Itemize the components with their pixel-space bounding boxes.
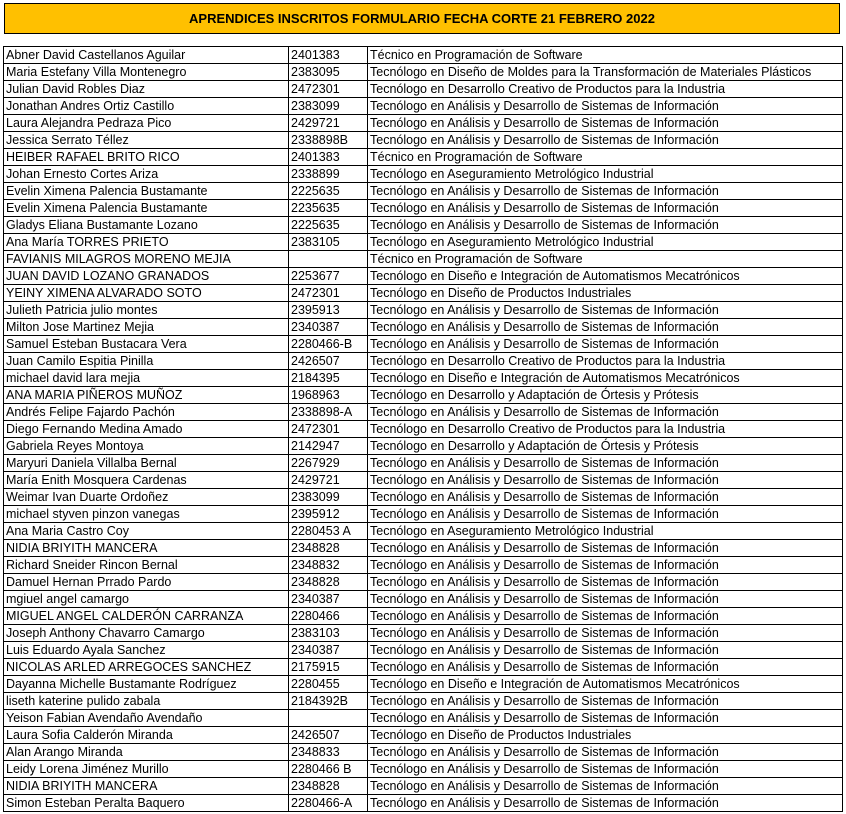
code-cell[interactable]: 2348828 [289,574,368,591]
name-cell[interactable]: JUAN DAVID LOZANO GRANADOS [4,268,289,285]
name-cell[interactable]: YEINY XIMENA ALVARADO SOTO [4,285,289,302]
code-cell[interactable]: 2401383 [289,149,368,166]
table-row [4,149,843,166]
code-cell[interactable]: 2348828 [289,778,368,795]
program-cell[interactable]: Tecnólogo en Aseguramiento Metrológico Industrial [368,523,843,540]
table-row [4,302,843,319]
code-cell[interactable]: 2348828 [289,540,368,557]
name-cell[interactable]: Diego Fernando Medina Amado [4,421,289,438]
program-cell[interactable]: Tecnólogo en Análisis y Desarrollo de Sistemas de Información [368,472,843,489]
program-cell[interactable]: Tecnólogo en Análisis y Desarrollo de Sistemas de Información [368,659,843,676]
program-cell[interactable]: Tecnólogo en Análisis y Desarrollo de Sistemas de Información [368,761,843,778]
program-cell[interactable]: Tecnólogo en Análisis y Desarrollo de Sistemas de Información [368,608,843,625]
name-cell[interactable]: Jonathan Andres Ortiz Castillo [4,98,289,115]
program-cell[interactable]: Tecnólogo en Desarrollo Creativo de Productos para la Industria [368,353,843,370]
program-cell[interactable]: Tecnólogo en Análisis y Desarrollo de Sistemas de Información [368,557,843,574]
program-cell[interactable]: Tecnólogo en Análisis y Desarrollo de Sistemas de Información [368,319,843,336]
table-row [4,285,843,302]
table-row [4,540,843,557]
table-row [4,387,843,404]
name-cell[interactable]: Dayanna Michelle Bustamante Rodríguez [4,676,289,693]
code-cell[interactable]: 2267929 [289,455,368,472]
table-row [4,251,843,268]
table-row [4,353,843,370]
table-row [4,591,843,608]
name-cell[interactable]: Juan Camilo Espitia Pinilla [4,353,289,370]
code-cell[interactable]: 2348833 [289,744,368,761]
table-row [4,608,843,625]
code-cell[interactable]: 2472301 [289,285,368,302]
code-cell[interactable]: 2429721 [289,115,368,132]
table-row [4,455,843,472]
code-cell[interactable]: 2280466-A [289,795,368,812]
program-cell[interactable]: Tecnólogo en Análisis y Desarrollo de Sistemas de Información [368,489,843,506]
program-cell[interactable]: Tecnólogo en Análisis y Desarrollo de Sistemas de Información [368,455,843,472]
table-row [4,234,843,251]
name-cell[interactable]: Richard Sneider Rincon Bernal [4,557,289,574]
table-row [4,166,843,183]
table-row [4,506,843,523]
table-row [4,795,843,812]
program-cell[interactable]: Tecnólogo en Diseño e Integración de Automatismos Mecatrónicos [368,370,843,387]
code-cell[interactable] [289,251,368,268]
name-cell[interactable]: michael david lara mejia [4,370,289,387]
name-cell[interactable]: HEIBER RAFAEL BRITO RICO [4,149,289,166]
name-cell[interactable]: Johan Ernesto Cortes Ariza [4,166,289,183]
table-row [4,319,843,336]
name-cell[interactable]: liseth katerine pulido zabala [4,693,289,710]
code-cell[interactable]: 2280453 A [289,523,368,540]
program-cell[interactable]: Tecnólogo en Análisis y Desarrollo de Sistemas de Información [368,302,843,319]
name-cell[interactable]: michael styven pinzon vanegas [4,506,289,523]
program-cell[interactable]: Tecnólogo en Análisis y Desarrollo de Sistemas de Información [368,625,843,642]
program-cell[interactable]: Tecnólogo en Análisis y Desarrollo de Sistemas de Información [368,710,843,727]
code-cell[interactable]: 2426507 [289,353,368,370]
program-cell[interactable]: Tecnólogo en Análisis y Desarrollo de Sistemas de Información [368,115,843,132]
program-cell[interactable]: Tecnólogo en Análisis y Desarrollo de Sistemas de Información [368,693,843,710]
table-row [4,200,843,217]
code-cell[interactable]: 2175915 [289,659,368,676]
name-cell[interactable]: Abner David Castellanos Aguilar [4,47,289,64]
program-cell[interactable]: Tecnólogo en Análisis y Desarrollo de Sistemas de Información [368,217,843,234]
code-cell[interactable]: 2383095 [289,64,368,81]
name-cell[interactable]: FAVIANIS MILAGROS MORENO MEJIA [4,251,289,268]
code-cell[interactable]: 2395912 [289,506,368,523]
program-cell[interactable]: Tecnólogo en Análisis y Desarrollo de Sistemas de Información [368,132,843,149]
name-cell[interactable]: Laura Sofia Calderón Miranda [4,727,289,744]
table-row [4,370,843,387]
name-cell[interactable]: Weimar Ivan Duarte Ordoñez [4,489,289,506]
program-cell[interactable]: Técnico en Programación de Software [368,251,843,268]
table-row [4,217,843,234]
name-cell[interactable]: NICOLAS ARLED ARREGOCES SANCHEZ [4,659,289,676]
code-cell[interactable]: 2472301 [289,421,368,438]
table-body [4,47,843,812]
name-cell[interactable]: Leidy Lorena Jiménez Murillo [4,761,289,778]
program-cell[interactable]: Tecnólogo en Diseño de Productos Industriales [368,285,843,302]
program-cell[interactable]: Tecnólogo en Análisis y Desarrollo de Sistemas de Información [368,506,843,523]
program-cell[interactable]: Tecnólogo en Diseño e Integración de Automatismos Mecatrónicos [368,268,843,285]
code-cell[interactable]: 2338898-A [289,404,368,421]
program-cell[interactable]: Tecnólogo en Análisis y Desarrollo de Sistemas de Información [368,183,843,200]
table-row [4,523,843,540]
code-cell[interactable]: 2395913 [289,302,368,319]
program-cell[interactable]: Tecnólogo en Análisis y Desarrollo de Sistemas de Información [368,591,843,608]
table-row [4,778,843,795]
table-row [4,557,843,574]
table-row [4,438,843,455]
program-cell[interactable]: Tecnólogo en Diseño de Productos Industriales [368,727,843,744]
name-cell[interactable]: Gabriela Reyes Montoya [4,438,289,455]
name-cell[interactable]: Ana Maria Castro Coy [4,523,289,540]
program-cell[interactable]: Tecnólogo en Análisis y Desarrollo de Sistemas de Información [368,404,843,421]
name-cell[interactable]: Maria Estefany Villa Montenegro [4,64,289,81]
code-cell[interactable]: 1968963 [289,387,368,404]
table-row [4,625,843,642]
name-cell[interactable]: Gladys Eliana Bustamante Lozano [4,217,289,234]
program-cell[interactable]: Tecnólogo en Aseguramiento Metrológico Industrial [368,166,843,183]
code-cell[interactable]: 2472301 [289,81,368,98]
name-cell[interactable]: Ana María TORRES PRIETO [4,234,289,251]
code-cell[interactable]: 2184395 [289,370,368,387]
program-cell[interactable]: Tecnólogo en Análisis y Desarrollo de Sistemas de Información [368,778,843,795]
name-cell[interactable]: Julieth Patricia julio montes [4,302,289,319]
code-cell[interactable]: 2280466 B [289,761,368,778]
program-cell[interactable]: Tecnólogo en Diseño de Moldes para la Transformación de Materiales Plásticos [368,64,843,81]
code-cell[interactable]: 2383103 [289,625,368,642]
table-row [4,642,843,659]
name-cell[interactable]: Laura Alejandra Pedraza Pico [4,115,289,132]
code-cell[interactable]: 2280466 [289,608,368,625]
table-row [4,183,843,200]
program-cell[interactable]: Tecnólogo en Desarrollo Creativo de Productos para la Industria [368,421,843,438]
code-cell[interactable]: 2280466-B [289,336,368,353]
table-row [4,404,843,421]
program-cell[interactable]: Tecnólogo en Aseguramiento Metrológico Industrial [368,234,843,251]
program-cell[interactable]: Tecnólogo en Análisis y Desarrollo de Sistemas de Información [368,795,843,812]
code-cell[interactable]: 2429721 [289,472,368,489]
code-cell[interactable]: 2340387 [289,591,368,608]
code-cell[interactable]: 2383105 [289,234,368,251]
program-cell[interactable]: Tecnólogo en Diseño e Integración de Automatismos Mecatrónicos [368,676,843,693]
table-row [4,115,843,132]
code-cell[interactable]: 2338898B [289,132,368,149]
table-row [4,132,843,149]
name-cell[interactable]: Luis Eduardo Ayala Sanchez [4,642,289,659]
program-cell[interactable]: Tecnólogo en Análisis y Desarrollo de Sistemas de Información [368,540,843,557]
code-cell[interactable]: 2225635 [289,183,368,200]
table-row [4,574,843,591]
name-cell[interactable]: Simon Esteban Peralta Baquero [4,795,289,812]
code-cell[interactable]: 2340387 [289,319,368,336]
table-row [4,268,843,285]
code-cell[interactable]: 2383099 [289,98,368,115]
table-row [4,676,843,693]
table-row [4,744,843,761]
table-row [4,761,843,778]
program-cell[interactable]: Tecnólogo en Análisis y Desarrollo de Sistemas de Información [368,200,843,217]
table-row [4,472,843,489]
name-cell[interactable]: Julian David Robles Diaz [4,81,289,98]
code-cell[interactable]: 2348832 [289,557,368,574]
table-row [4,64,843,81]
code-cell[interactable]: 2280455 [289,676,368,693]
name-cell[interactable]: Andrés Felipe Fajardo Pachón [4,404,289,421]
program-cell[interactable]: Técnico en Programación de Software [368,149,843,166]
code-cell[interactable]: 2401383 [289,47,368,64]
name-cell[interactable]: Joseph Anthony Chavarro Camargo [4,625,289,642]
name-cell[interactable]: ANA MARIA PIÑEROS MUÑOZ [4,387,289,404]
name-cell[interactable]: Milton Jose Martinez Mejia [4,319,289,336]
table-row [4,489,843,506]
name-cell[interactable]: Jessica Serrato Téllez [4,132,289,149]
table-row [4,659,843,676]
code-cell[interactable]: 2340387 [289,642,368,659]
name-cell[interactable]: NIDIA BRIYITH MANCERA [4,540,289,557]
name-cell[interactable]: Samuel Esteban Bustacara Vera [4,336,289,353]
program-cell[interactable]: Tecnólogo en Análisis y Desarrollo de Sistemas de Información [368,642,843,659]
program-cell[interactable]: Tecnólogo en Análisis y Desarrollo de Sistemas de Información [368,744,843,761]
code-cell[interactable]: 2235635 [289,200,368,217]
program-cell[interactable]: Tecnólogo en Análisis y Desarrollo de Sistemas de Información [368,98,843,115]
table-row [4,727,843,744]
name-cell[interactable]: María Enith Mosquera Cardenas [4,472,289,489]
table-row [4,421,843,438]
table-row [4,81,843,98]
program-cell[interactable]: Tecnólogo en Desarrollo y Adaptación de Órtesis y Prótesis [368,438,843,455]
code-cell[interactable]: 2225635 [289,217,368,234]
name-cell[interactable]: Evelin Ximena Palencia Bustamante [4,200,289,217]
name-cell[interactable]: Alan Arango Miranda [4,744,289,761]
name-cell[interactable]: Yeison Fabian Avendaño Avendaño [4,710,289,727]
code-cell[interactable]: 2142947 [289,438,368,455]
table-row [4,710,843,727]
name-cell[interactable]: Maryuri Daniela Villalba Bernal [4,455,289,472]
table-row [4,47,843,64]
program-cell[interactable]: Tecnólogo en Desarrollo Creativo de Productos para la Industria [368,81,843,98]
code-cell[interactable]: 2338899 [289,166,368,183]
name-cell[interactable]: NIDIA BRIYITH MANCERA [4,778,289,795]
program-cell[interactable]: Técnico en Programación de Software [368,47,843,64]
apprentice-table [3,46,843,812]
name-cell[interactable]: mgiuel angel camargo [4,591,289,608]
table-row [4,693,843,710]
sheet-title[interactable]: APRENDICES INSCRITOS FORMULARIO FECHA CORTE 21 FEBRERO 2022 [4,3,840,34]
table-row [4,336,843,353]
name-cell[interactable]: Evelin Ximena Palencia Bustamante [4,183,289,200]
code-cell[interactable] [289,710,368,727]
program-cell[interactable]: Tecnólogo en Desarrollo y Adaptación de Órtesis y Prótesis [368,387,843,404]
program-cell[interactable]: Tecnólogo en Análisis y Desarrollo de Sistemas de Información [368,336,843,353]
name-cell[interactable]: Damuel Hernan Prrado Pardo [4,574,289,591]
table-row [4,98,843,115]
code-cell[interactable]: 2383099 [289,489,368,506]
code-cell[interactable]: 2426507 [289,727,368,744]
code-cell[interactable]: 2253677 [289,268,368,285]
program-cell[interactable]: Tecnólogo en Análisis y Desarrollo de Sistemas de Información [368,574,843,591]
code-cell[interactable]: 2184392B [289,693,368,710]
name-cell[interactable]: MIGUEL ANGEL CALDERÓN CARRANZA [4,608,289,625]
